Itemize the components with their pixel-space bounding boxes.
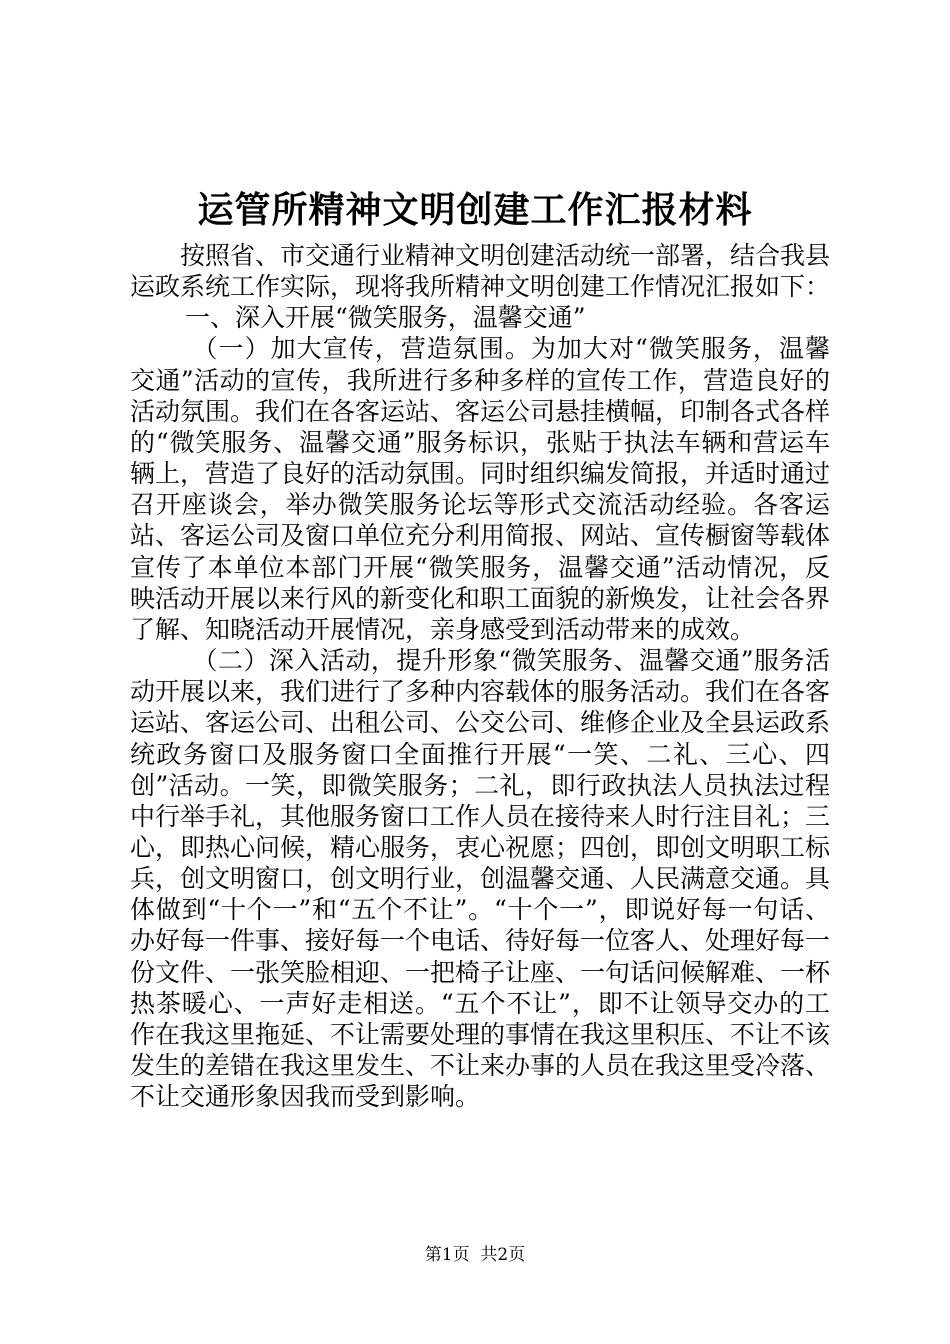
subsection-paragraph-activities: （二）深入活动，提升形象“微笑服务、温馨交通”服务活动开展以来，我们进行了多种内容载体的服务活动。我们在各客运站、客运公司、出租公司、公交公司、维修企业及全县运政系统政务窗口及服务窗口全面推行开展“一笑、二礼、三心、四创”活动。一笑，即微笑服务；二礼，即行政执法人员执法过程中行举手礼，其他服务窗口工作人员在接待来人时行注目礼；三心，即热心问候，精心服务，衷心祝愿；四创，即创文明职工标兵，创文明窗口，创文明行业，创温馨交通、人民满意交通。具体做到“十个一”和“五个不让”。“十个一”，即说好每一句话、办好每一件事、接好每一个电话、待好每一位客人、处理好每一份文件、一张笑脸相迎、一把椅子让座、一句话问候解难、一杯热茶暖心、一声好走相送。“五个不让”，即不让领导交办的工作在我这里拖延、不让需要处理的事情在我这里积压、不让不该发生的差错在我这里发生、不让来办事的人员在我这里受冷落、不让交通形象因我而受到影响。 — [130, 646, 831, 1112]
page-number: 第1页 — [424, 1245, 470, 1265]
document-body — [130, 240, 830, 1112]
section-heading: 一、深入开展“微笑服务，温馨交通” — [185, 303, 586, 333]
document-title: 运管所精神文明创建工作汇报材料 — [197, 189, 753, 231]
page-footer — [0, 1245, 950, 1265]
subsection-paragraph-publicity: （一）加大宣传，营造氛围。为加大对“微笑服务，温馨交通”活动的宣传，我所进行多种多样的宣传工作，营造良好的活动氛围。我们在各客运站、客运公司悬挂横幅，印制各式各样的“微笑服务、温馨交通”服务标识，张贴于执法车辆和营运车辆上，营造了良好的活动氛围。同时组织编发简报，并适时通过召开座谈会，举办微笑服务论坛等形式交流活动经验。各客运站、客运公司及窗口单位充分利用简报、网站、宣传橱窗等载体宣传了本单位本部门开展“微笑服务，温馨交通”活动情况，反映活动开展以来行风的新变化和职工面貌的新焕发，让社会各界了解、知晓活动开展情况，亲身感受到活动带来的成效。 — [130, 334, 831, 644]
intro-paragraph: 按照省、市交通行业精神文明创建活动统一部署，结合我县运政系统工作实际，现将我所精神文明创建工作情况汇报如下： — [130, 241, 831, 302]
page-total: 共2页 — [480, 1245, 526, 1265]
footer-spacer — [470, 1245, 481, 1265]
